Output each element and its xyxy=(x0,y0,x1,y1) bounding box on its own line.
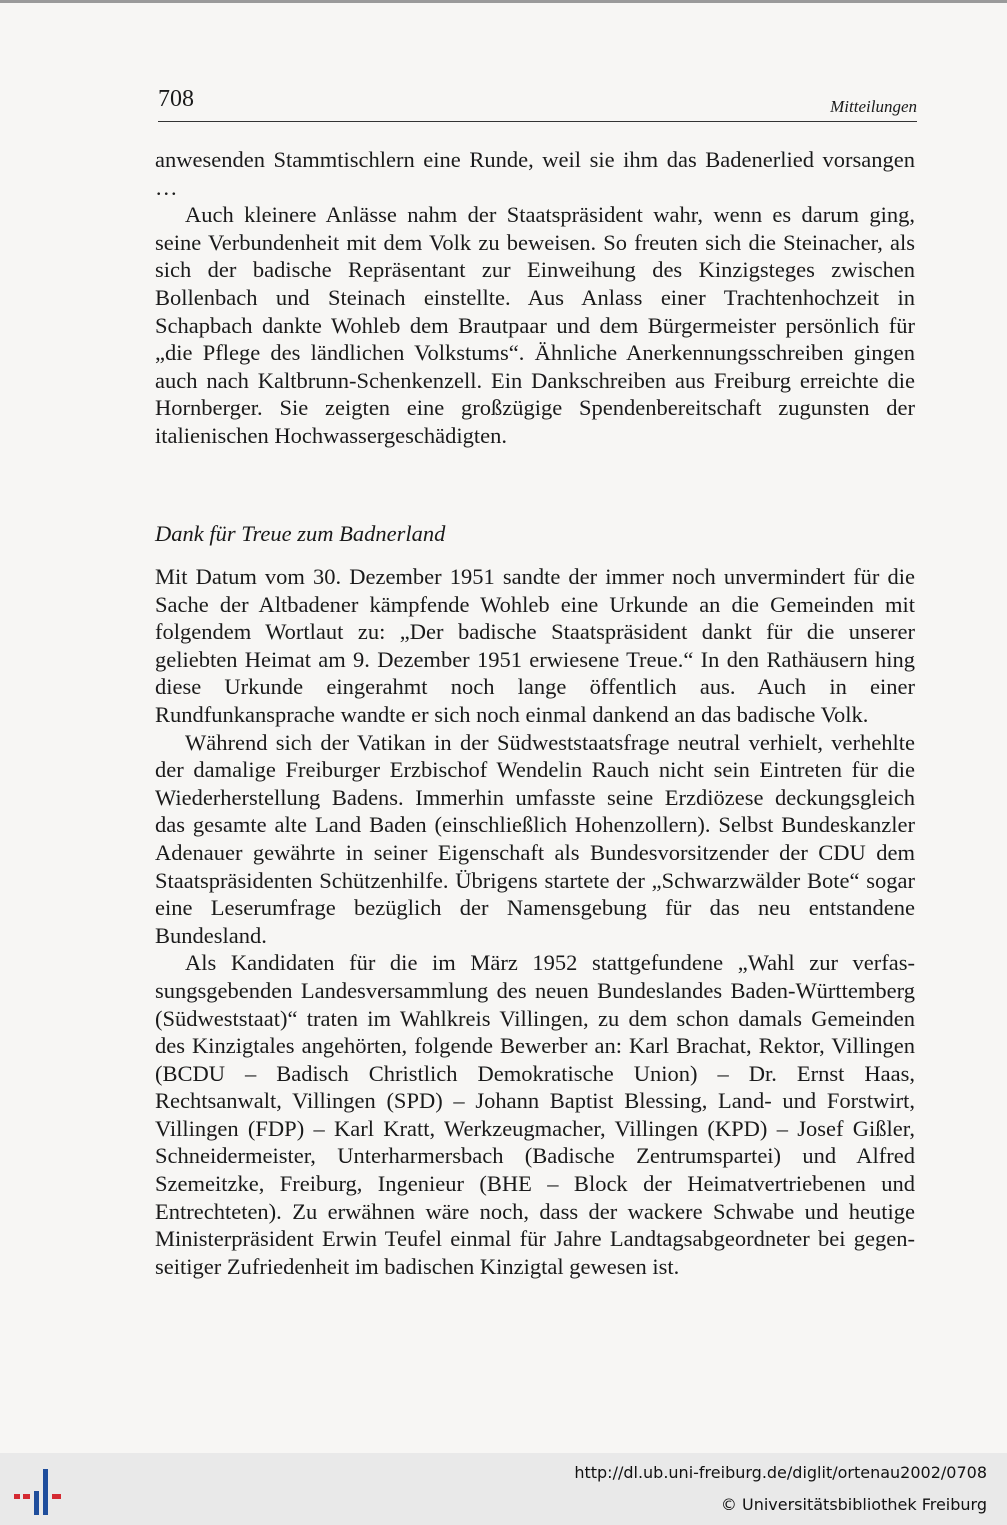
paragraph-intro: anwesenden Stammtischlern eine Runde, weil sie ihm das Badenerlied vorsangen … xyxy=(155,147,915,200)
page-number: 708 xyxy=(158,86,194,112)
logo-bar-center xyxy=(43,1469,48,1515)
header-rule xyxy=(158,121,917,122)
text-block-section xyxy=(155,563,915,1280)
section-heading: Dank für Treue zum Badnerland xyxy=(155,521,446,546)
footer-copyright: © Universitätsbibliothek Freiburg xyxy=(720,1495,987,1514)
paragraph-vatikan: Während sich der Vatikan in der Südweststaatsfrage neutral verhielt, verhehlte der damalige Freiburger Erzbischof Wendelin Rauch nicht sein Eintreten für die Wiederherstellung Badens. Immerhin umfasste seine Erzdiözese deckungsgleich das gesamte alte Land Baden (einschließlich Hohenzollern). Selbst Bundeskanzler Adenauer gewährte in seiner Eigenschaft als Bundesvorsitzender der CDU dem Staatspräsidenten Schützenhilfe. Übrigens startete der „Schwarzwälder Bote“ sogar eine Leserumfrage bezüglich der Namensgebung für das neu entstandene Bundesland. xyxy=(155,729,915,948)
scan-top-edge xyxy=(0,0,1007,3)
logo-dash-left-1 xyxy=(14,1494,20,1499)
paragraph-kandidaten: Als Kandidaten für die im März 1952 stattgefundene „Wahl zur verfassungsgebenden Landesversammlung des neuen Bundeslandes Baden-Württemberg (Südweststaat)“ traten im Wahlkreis Villingen, zu dem schon damals Gemeinden des Kinzigtales angehörten, folgende Bewerber an: Karl Brachat, Rektor, Villingen (BCDU – Badisch Christlich Demokratische Union) – Dr. Ernst Haas, Rechtsanwalt, Villingen (SPD) – Johann Baptist Blessing, Land- und Forstwirt, Villingen (FDP) – Karl Kratt, Werkzeugmacher, Villingen (KPD) – Josef Gißler, Schneidermeister, Unterharmersbach (Badische Zentrumspartei) und Alfred Szemeitzke, Freiburg, Ingenieur (BHE – Block der Heimatvertriebenen und Entrechteten). Zu erwähnen wäre noch, dass der wackere Schwabe und heutige Ministerpräsident Erwin Teufel einmal für Jahre Landtagsabgeordneter bei gegenseitiger Zufriedenheit im badischen Kinzigtal gewesen ist. xyxy=(155,950,915,1279)
ub-freiburg-logo-icon xyxy=(14,1467,64,1517)
running-head: Mitteilungen xyxy=(830,97,917,116)
logo-bar-left xyxy=(34,1491,39,1515)
text-block-top xyxy=(155,146,915,450)
logo-dash-right xyxy=(52,1494,61,1499)
paragraph-urkunde: Mit Datum vom 30. Dezember 1951 sandte der immer noch unvermindert für die Sache der Altbadener kämpfende Wohleb eine Urkunde an die Gemeinden mit folgendem Wortlaut zu: „Der badische Staatspräsident dankt für die unserer geliebten Heimat am 9. Dezember 1951 erwiesene Treue.“ In den Rathäusern hing diese Urkunde eingerahmt noch lange öffentlich aus. Auch in einer Rundfunkansprache wandte er sich noch einmal dankend an das badische Volk. xyxy=(155,564,915,727)
footer-url-link[interactable]: http://dl.ub.uni-freiburg.de/diglit/ortenau2002/0708 xyxy=(574,1463,987,1482)
paragraph-anlaesse: Auch kleinere Anlässe nahm der Staatspräsident wahr, wenn es darum ging, seine Verbundenheit mit dem Volk zu beweisen. So freuten sich die Steinacher, als sich der badische Repräsentant zur Einweihung des Kinzigsteges zwischen Bollenbach und Steinach einstellte. Aus Anlass einer Trachtenhochzeit in Schapbach dankte Wohleb dem Brautpaar und dem Bürgermeister persönlich für „die Pflege des ländlichen Volkstums“. Ähnliche Anerkennungsschreiben gingen auch nach Kaltbrunn-Schenkenzell. Ein Dankschreiben aus Freiburg erreichte die Hornberger. Sie zeigten eine großzügige Spendenbereitschaft zugunsten der italienischen Hochwassergeschädigten. xyxy=(155,202,915,448)
logo-dash-left-2 xyxy=(23,1494,30,1499)
